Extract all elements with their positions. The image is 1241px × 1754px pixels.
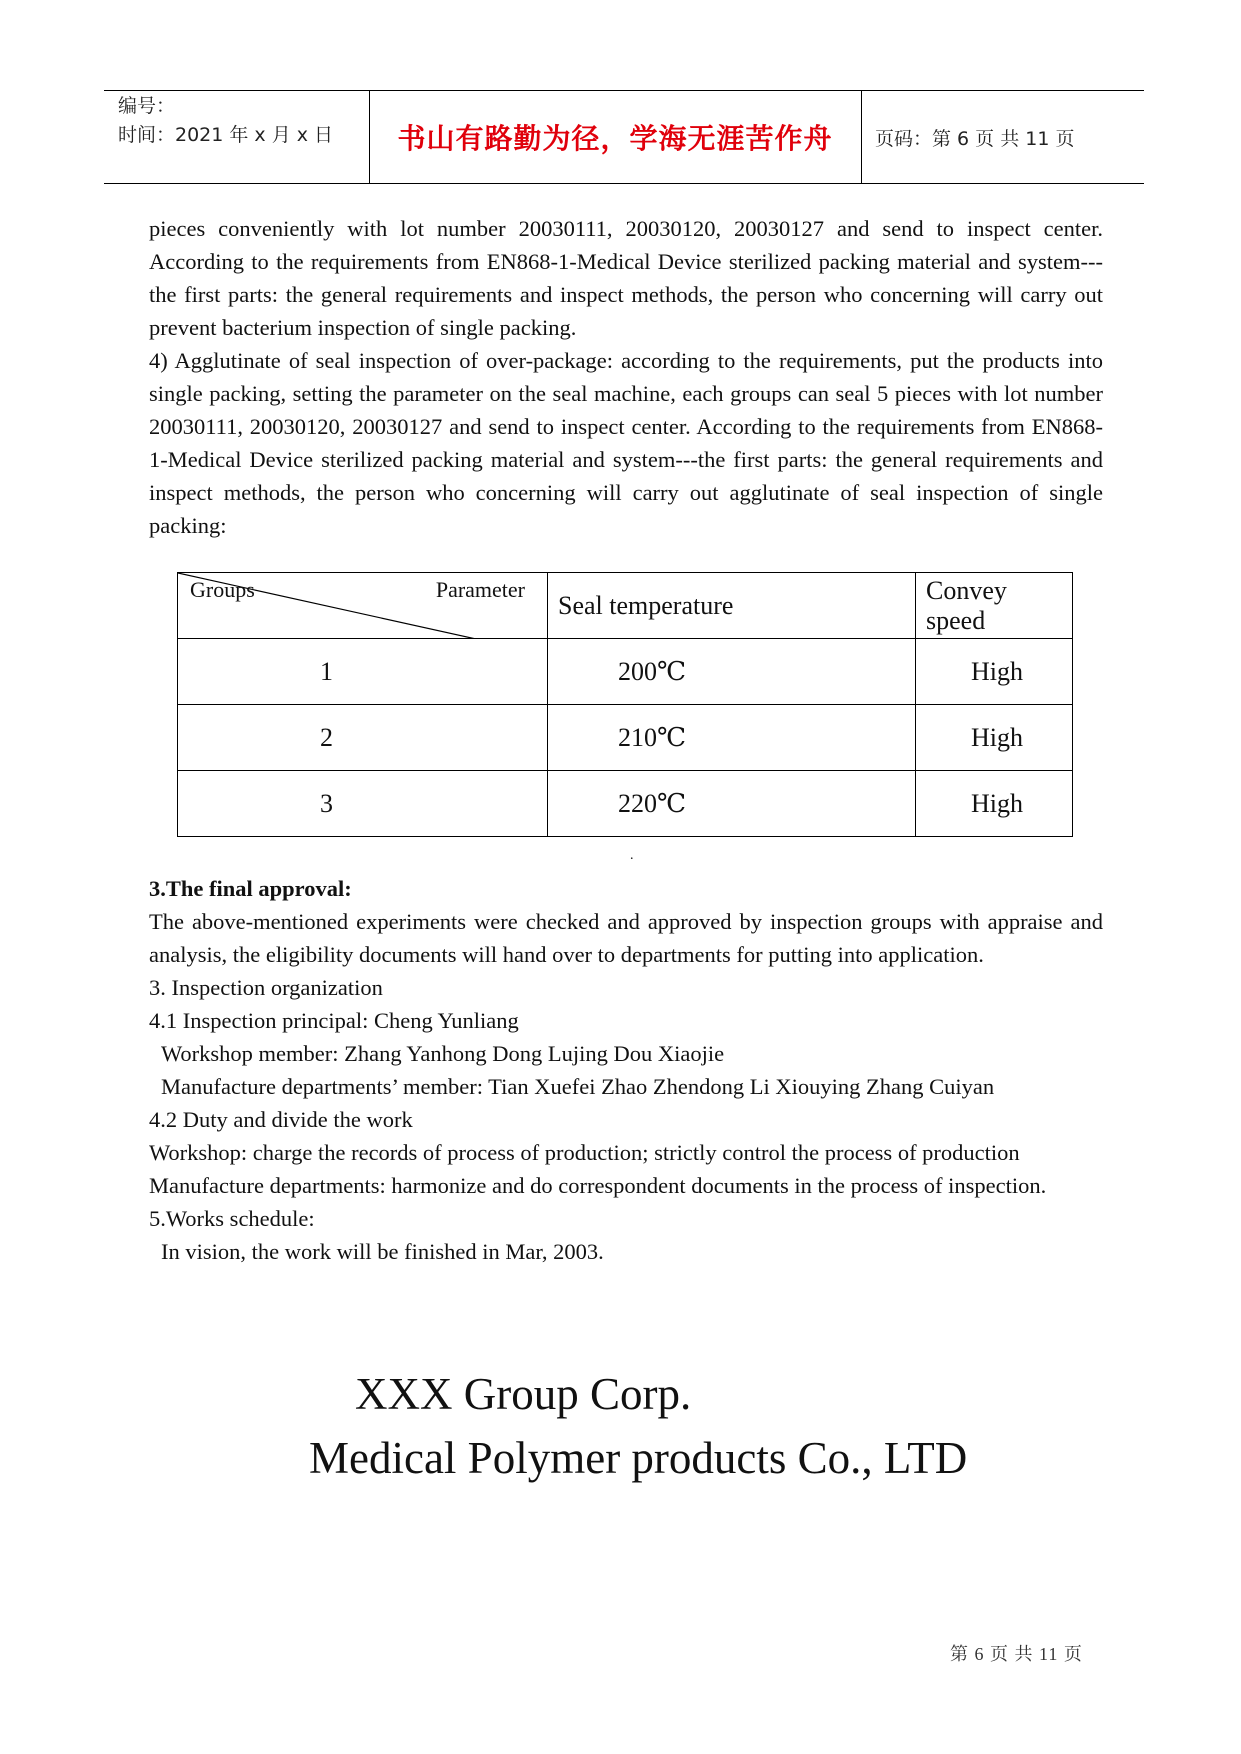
header-divider-right: [861, 90, 862, 183]
manufacture-member-line: Manufacture departments’ member: Tian Xuefei Zhao Zhendong Li Xiouying Zhang Cuiyan: [161, 1074, 995, 1099]
stray-dot: .: [630, 848, 634, 863]
manufacture-duty: Manufacture departments: harmonize and do correspondent documents in the process of inspection.: [149, 1173, 1047, 1198]
header-bottom-rule: [104, 183, 1144, 184]
approval-text: The above-mentioned experiments were checked and approved by inspection groups with appraise and analysis, the eligibility documents will hand over to departments for putting into application.: [149, 909, 1103, 967]
seal-parameter-table: [177, 572, 1073, 837]
table-header-row: [178, 573, 1073, 639]
page-footer: 第 6 页 共 11 页: [950, 1644, 1083, 1664]
header-page-label: 页码：第 6 页 共 11 页: [875, 128, 1075, 150]
header-motto: 书山有路勤为径，学海无涯苦作舟: [397, 122, 833, 155]
workshop-member-line: Workshop member: Zhang Yanhong Dong Lujing Dou Xiaojie: [161, 1041, 725, 1066]
corner-label-groups: Groups: [190, 577, 255, 602]
table-cell-group: 1: [178, 639, 548, 705]
table-row: [178, 771, 1073, 837]
table-cell-group: 2: [178, 705, 548, 771]
table-cell-temperature: 210℃: [548, 705, 916, 771]
principal-line: 4.1 Inspection principal: Cheng Yunliang: [149, 1008, 519, 1033]
header-seal-temperature: Seal temperature: [548, 573, 916, 639]
header-number-label: 编号：: [118, 95, 176, 117]
corner-label-parameter: Parameter: [435, 577, 525, 602]
paragraph-packing: pieces conveniently with lot number 20030111, 20030120, 20030127 and send to inspect center. According to the requirements from EN868-1-Medical Device sterilized packing material and system---the first parts: the general requirements and inspect methods, the person who concerning will carry out prevent bacterium inspection of single packing.: [149, 216, 1103, 340]
table-cell-speed: High: [916, 771, 1073, 837]
body-bottom: [149, 872, 1103, 1268]
schedule-text: In vision, the work will be finished in Mar, 2003.: [161, 1239, 604, 1264]
header-time-label: 时间：2021 年 x 月 x 日: [118, 124, 334, 146]
body-top: [149, 212, 1103, 542]
schedule-heading: 5.Works schedule:: [149, 1206, 315, 1231]
approval-heading: 3.The final approval:: [149, 876, 352, 901]
duty-heading: 4.2 Duty and divide the work: [149, 1107, 413, 1132]
table-cell-temperature: 200℃: [548, 639, 916, 705]
company-line-1: XXX Group Corp.: [355, 1369, 692, 1419]
workshop-duty: Workshop: charge the records of process of production; strictly control the process of production: [149, 1140, 1020, 1165]
header-meta: [118, 92, 333, 150]
header-convey-speed: Convey speed: [916, 573, 1073, 639]
table-row: [178, 639, 1073, 705]
table-cell-group: 3: [178, 771, 548, 837]
organization-heading: 3. Inspection organization: [149, 975, 383, 1000]
table-cell-speed: High: [916, 705, 1073, 771]
header-top-rule: [104, 90, 1144, 91]
paragraph-seal-inspection: 4) Agglutinate of seal inspection of over-package: according to the requirements, put the products into single packing, setting the parameter on the seal machine, each groups can seal 5 pieces with lot number 20030111, 20030120, 20030127 and send to inspect center. According to the requirements from EN868-1-Medical Device sterilized packing material and system---the first parts: the general requirements and inspect methods, the person who concerning will carry out agglutinate of seal inspection of single packing:: [149, 348, 1103, 538]
table-corner-cell: [178, 573, 548, 639]
table-cell-speed: High: [916, 639, 1073, 705]
table-row: [178, 705, 1073, 771]
table-cell-temperature: 220℃: [548, 771, 916, 837]
company-line-2: Medical Polymer products Co., LTD: [309, 1433, 968, 1483]
